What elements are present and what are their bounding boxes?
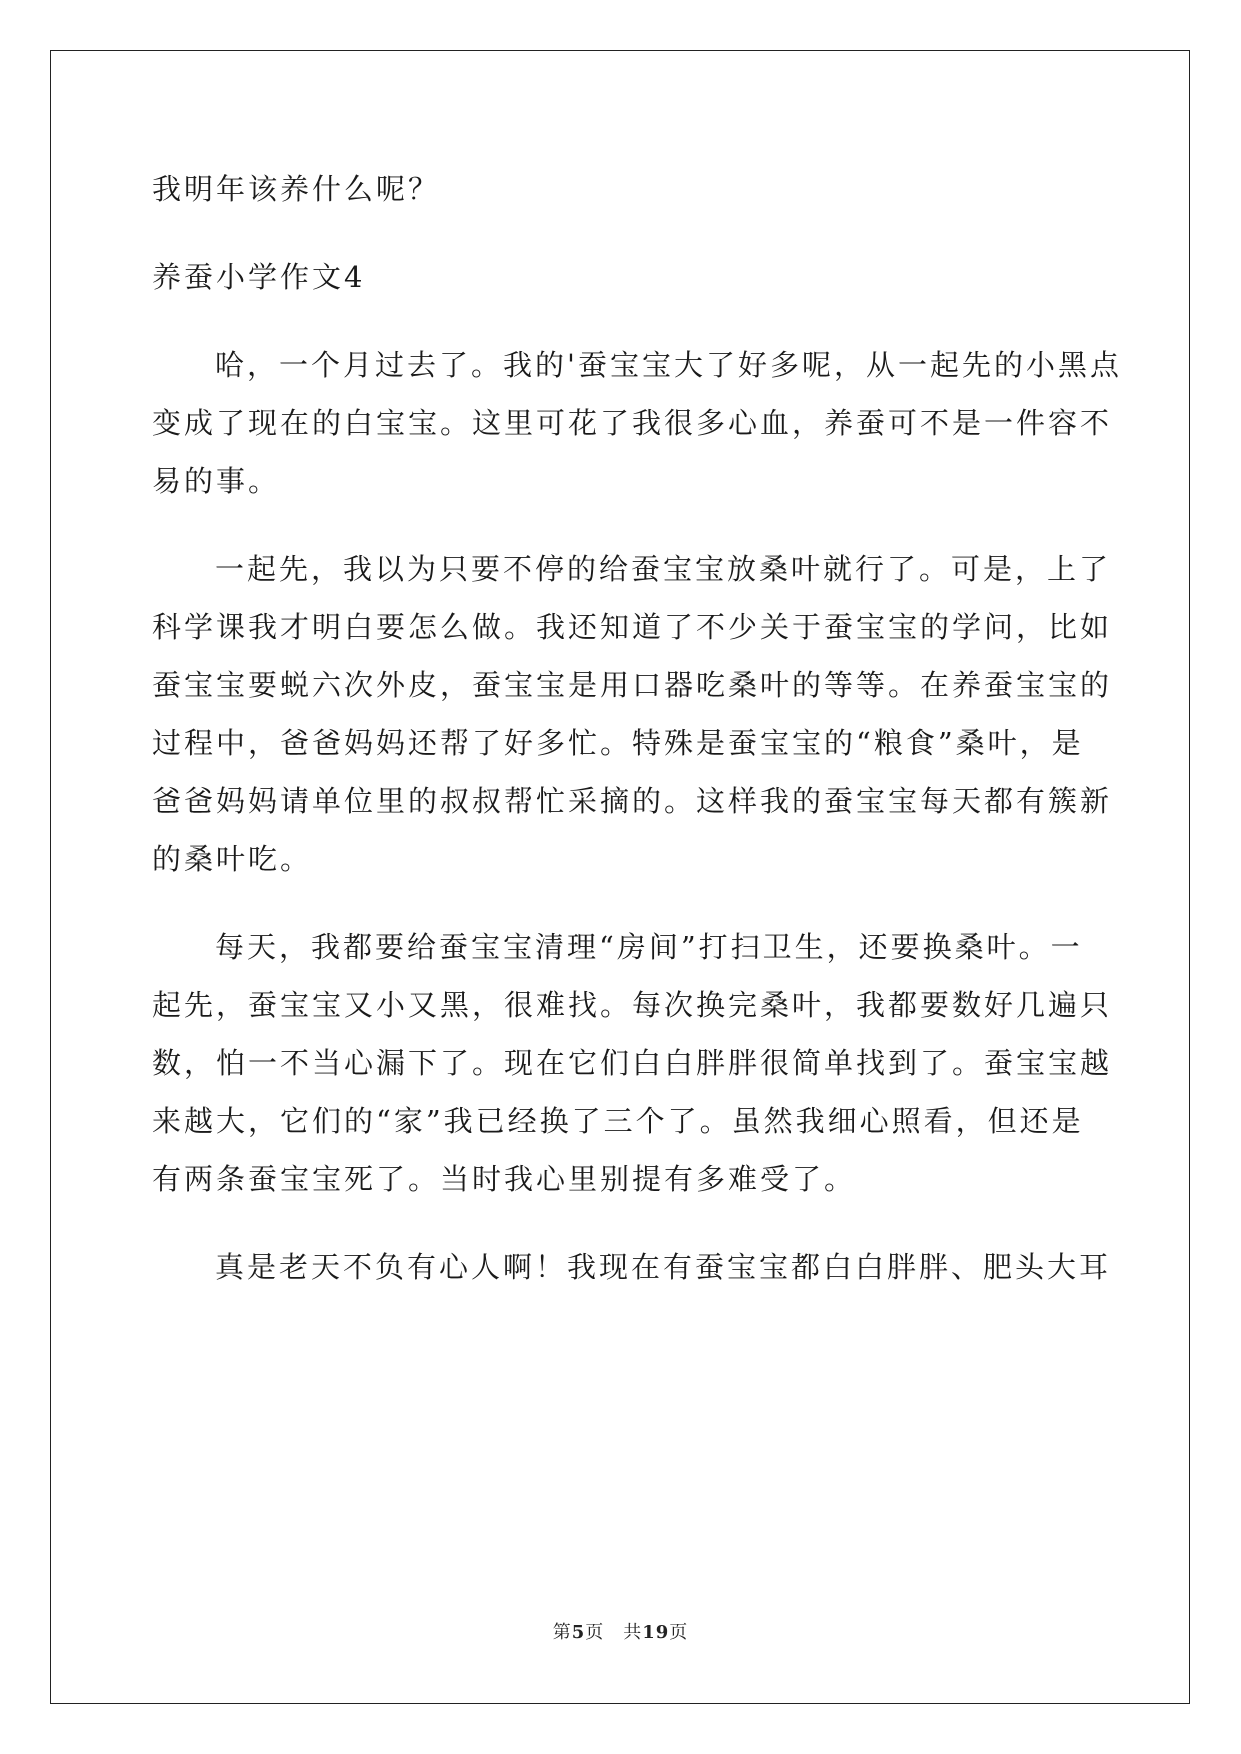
paragraph-line: 每天，我都要给蚕宝宝清理“房间”打扫卫生，还要换桑叶。一	[215, 930, 1083, 964]
footer-suffix: 页	[669, 1622, 689, 1643]
paragraph-line: 易的事。	[152, 464, 281, 498]
paragraph-line: 的桑叶吃。	[152, 842, 313, 876]
footer-prefix: 第	[552, 1622, 572, 1643]
paragraph-line: 哈，一个月过去了。我的'蚕宝宝大了好多呢，从一起先的小黑点	[215, 348, 1122, 382]
paragraph-line: 变成了现在的白宝宝。这里可花了我很多心血，养蚕可不是一件容不	[152, 406, 1113, 440]
paragraph-3	[152, 918, 1113, 1208]
paragraph-line: 爸爸妈妈请单位里的叔叔帮忙采摘的。这样我的蚕宝宝每天都有簇新	[152, 784, 1113, 818]
paragraph-2	[152, 540, 1113, 888]
paragraph-4	[152, 1238, 1112, 1296]
page-footer	[0, 1618, 1241, 1644]
essay-heading: 养蚕小学作文4	[152, 260, 366, 294]
document-body	[152, 160, 1122, 1296]
paragraph-line: 数，怕一不当心漏下了。现在它们白白胖胖很简单找到了。蚕宝宝越	[152, 1046, 1113, 1080]
paragraph-line: 一起先，我以为只要不停的给蚕宝宝放桑叶就行了。可是，上了	[215, 552, 1112, 586]
paragraph-line: 有两条蚕宝宝死了。当时我心里别提有多难受了。	[152, 1162, 857, 1196]
paragraph-line: 过程中，爸爸妈妈还帮了好多忙。特殊是蚕宝宝的“粮食”桑叶，是	[152, 726, 1084, 760]
paragraph-line: 起先，蚕宝宝又小又黑，很难找。每次换完桑叶，我都要数好几遍只	[152, 988, 1113, 1022]
paragraph-line: 真是老天不负有心人啊！我现在有蚕宝宝都白白胖胖、肥头大耳	[215, 1250, 1112, 1284]
paragraph-line: 来越大，它们的“家”我已经换了三个了。虽然我细心照看，但还是	[152, 1104, 1084, 1138]
paragraph-1	[152, 336, 1122, 510]
question-line: 我明年该养什么呢？	[152, 172, 441, 206]
footer-middle: 页 共	[585, 1622, 643, 1643]
footer-total-pages: 19	[642, 1622, 670, 1643]
paragraph-line: 蚕宝宝要蜕六次外皮，蚕宝宝是用口器吃桑叶的等等。在养蚕宝宝的	[152, 668, 1113, 702]
footer-page-number: 5	[571, 1622, 586, 1643]
paragraph-line: 科学课我才明白要怎么做。我还知道了不少关于蚕宝宝的学问，比如	[152, 610, 1113, 644]
